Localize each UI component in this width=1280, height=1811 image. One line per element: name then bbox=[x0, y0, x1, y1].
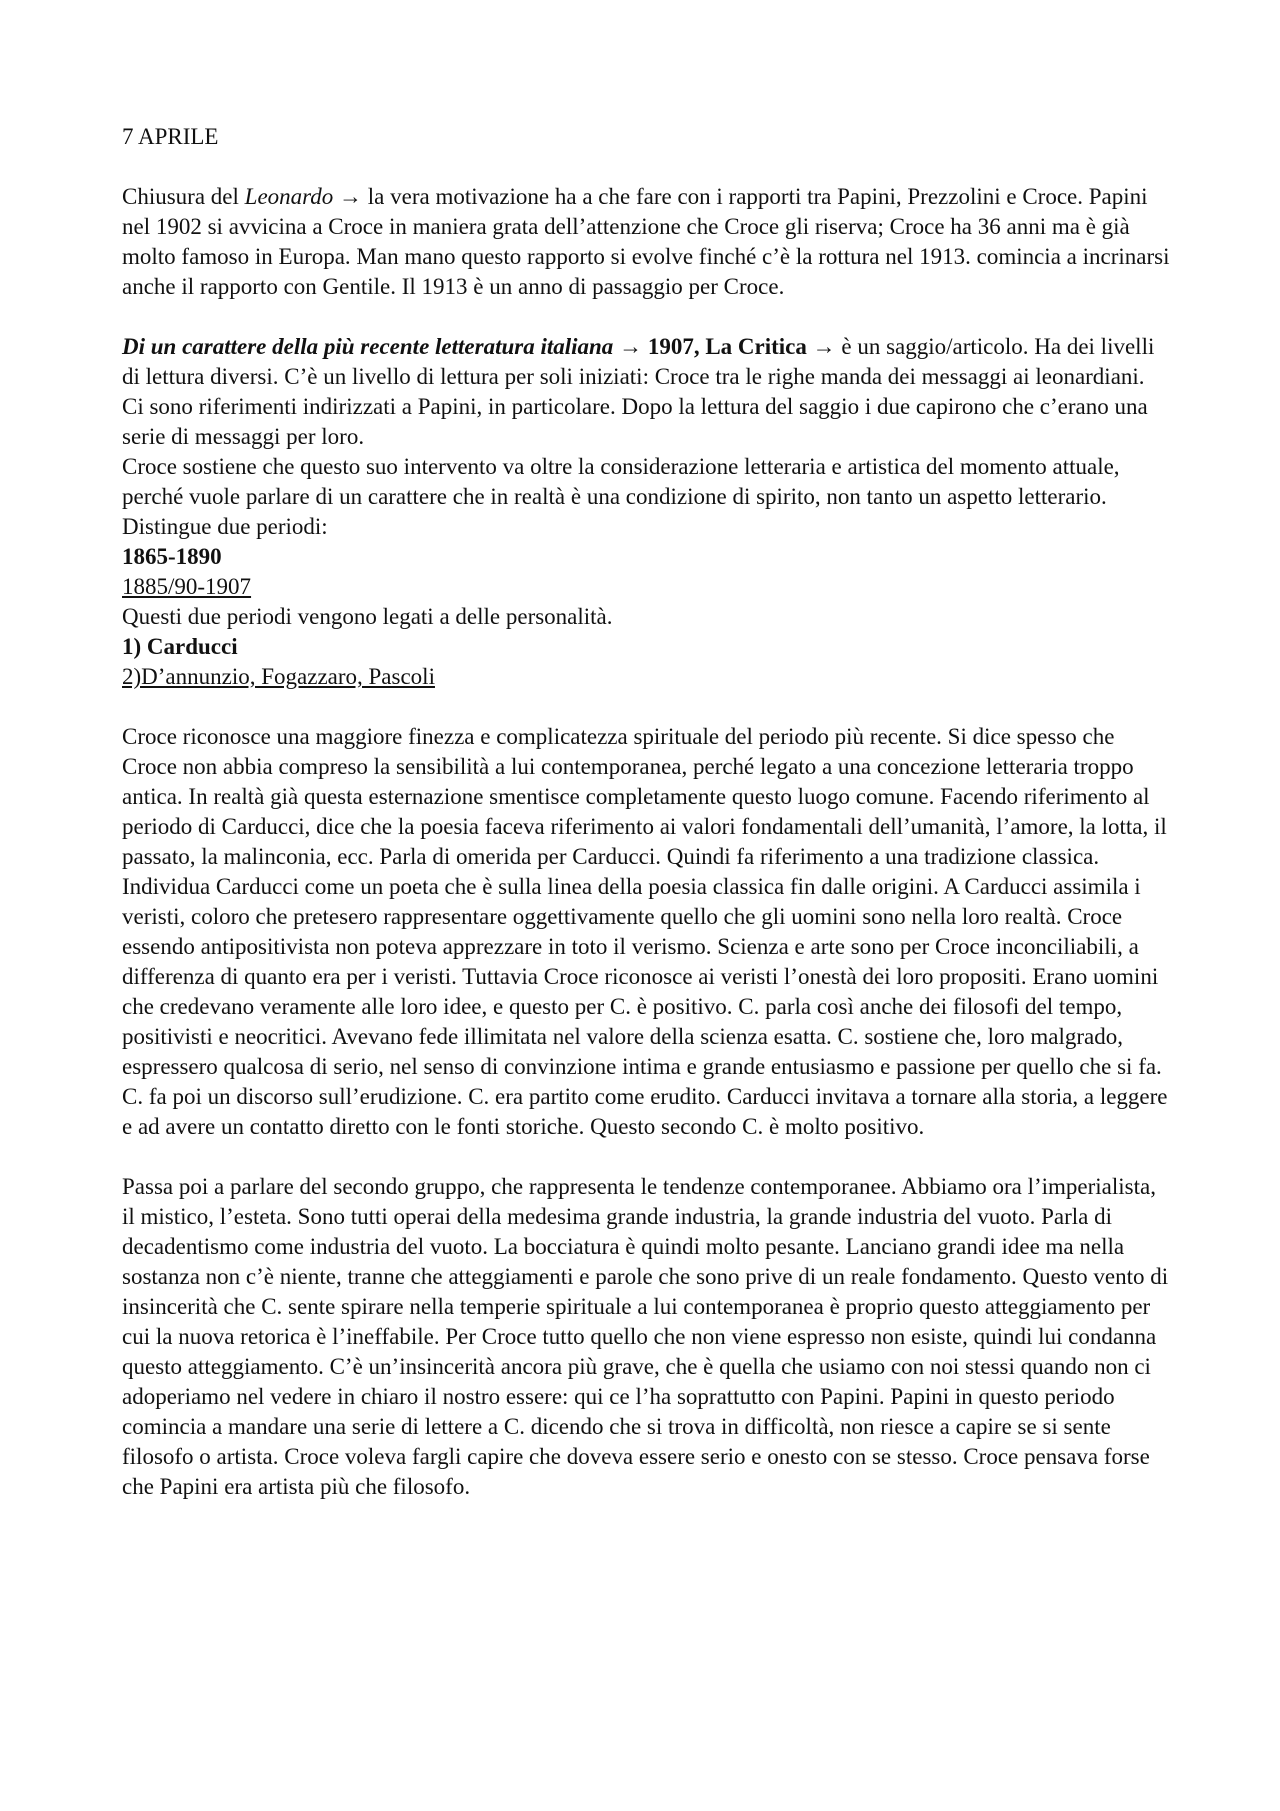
periods-note: Questi due periodi vengono legati a delle personalità. bbox=[122, 604, 613, 629]
text-run: Chiusura del bbox=[122, 184, 245, 209]
period-2: 1885/90-1907 bbox=[122, 574, 252, 599]
paragraph-finezza: Croce riconosce una maggiore finezza e complicatezza spirituale del periodo più recente. Si dice spesso che Croce non abbia compreso la sensibilità a lui contemporanea, perché legato a una concezione letteraria troppo antica. In realtà già questa esternazione smentisce completamente questo luogo comune. Facendo riferimento al periodo di Carducci, dice che la poesia faceva riferimento ai valori fondamentali dell’umanità, l’amore, la lotta, il passato, la malinconia, ecc. Parla di omerida per Carducci. Quindi fa riferimento a una tradizione classica. Individua Carducci come un poeta che è sulla linea della poesia classica fin dalle origini. A Carducci assimila i veristi, coloro che pretesero rappresentare oggettivamente quello che gli uomini sono nella loro realtà. Croce essendo antipositivista non poteva apprezzare in toto il verismo. Scienza e arte sono per Croce inconciliabili, a differenza di quanto era per i veristi. Tuttavia Croce riconosce ai veristi l’onestà dei loro propositi. Erano uomini che credevano veramente alle loro idee, e questo per C. è positivo. C. parla così anche dei filosofi del tempo, positivisti e neocritici. Avevano fede illimitata nel valore della scienza esatta. C. sostiene che, loro malgrado, espressero qualcosa di serio, nel senso di convinzione intima e grande entusiasmo e passione per quello che si fa. bbox=[122, 724, 1167, 1079]
paragraph-erudizione: C. fa poi un discorso sull’erudizione. C. era partito come erudito. Carducci invitava a tornare alla storia, a leggere e ad avere un contatto diretto con le fonti storiche. Questo secondo C. è molto positivo. bbox=[122, 1084, 1168, 1139]
spacer bbox=[122, 1142, 1172, 1172]
text-run: → è un saggio/articolo. Ha dei livelli di lettura diversi. C’è un livello di lettura per soli iniziati: Croce tra le righe manda dei messaggi ai leonardiani. Ci sono riferimenti indirizzati a Papini, in particolare. Dopo la lettura del saggio i due capirono che c’erano una serie di messaggi per loro. bbox=[122, 334, 1155, 449]
person-2: 2)D’annunzio, Fogazzaro, Pascoli bbox=[122, 664, 435, 689]
period-1: 1865-1890 bbox=[122, 544, 222, 569]
leonardo-title: Leonardo bbox=[244, 184, 334, 209]
essay-title: Di un carattere della più recente letteratura italiana bbox=[122, 334, 614, 359]
paragraph-croce-intervention: Croce sostiene che questo suo intervento va oltre la considerazione letteraria e artistica del momento attuale, perché vuole parlare di un carattere che in realtà è una condizione di spirito, non tanto un aspetto letterario. Distingue due periodi: bbox=[122, 454, 1120, 539]
arrow-text: → bbox=[613, 334, 648, 359]
essay-source: 1907, La Critica bbox=[647, 334, 807, 359]
paragraph-essay bbox=[122, 332, 1172, 452]
person-2-line bbox=[122, 662, 1172, 692]
document-page bbox=[122, 122, 1172, 1502]
spacer bbox=[122, 152, 1172, 182]
person-1: 1) Carducci bbox=[122, 634, 238, 659]
spacer bbox=[122, 692, 1172, 722]
text-run: → la vera motivazione ha a che fare con i rapporti tra Papini, Prezzolini e Croce. Papini nel 1902 si avvicina a Croce in maniera grata dell’attenzione che Croce gli riserva; Croce ha 36 anni ma è già molto famoso in Europa. Man mano questo rapporto si evolve finché c’è la rottura nel 1913. comincia a incrinarsi anche il rapporto con Gentile. Il 1913 è un anno di passaggio per Croce. bbox=[122, 184, 1170, 299]
paragraph-secondo-gruppo: Passa poi a parlare del secondo gruppo, che rappresenta le tendenze contemporanee. Abbiamo ora l’imperialista, il mistico, l’esteta. Sono tutti operai della medesima grande industria, la grande industria del vuoto. Parla di decadentismo come industria del vuoto. La bocciatura è quindi molto pesante. Lanciano grandi idee ma nella sostanza non c’è niente, tranne che atteggiamenti e parole che sono prive di un reale fondamento. Questo vento di insincerità che C. sente spirare nella temperie spirituale a lui contemporanea è proprio questo atteggiamento per cui la nuova retorica è l’ineffabile. Per Croce tutto quello che non viene espresso non esiste, quindi lui condanna questo atteggiamento. C’è un’insincerità ancora più grave, che è quella che usiamo con noi stessi quando non ci adoperiamo nel vedere in chiaro il nostro essere: qui ce l’ha soprattutto con Papini. Papini in questo periodo comincia a mandare una serie di lettere a C. dicendo che si trova in difficoltà, non riesce a capire se si sente filosofo o artista. Croce voleva fargli capire che doveva essere serio e onesto con se stesso. Croce pensava forse che Papini era artista più che filosofo. bbox=[122, 1174, 1169, 1499]
date-heading: 7 APRILE bbox=[122, 124, 219, 149]
period-2-line bbox=[122, 572, 1172, 602]
spacer bbox=[122, 302, 1172, 332]
paragraph-leonardo bbox=[122, 182, 1172, 302]
